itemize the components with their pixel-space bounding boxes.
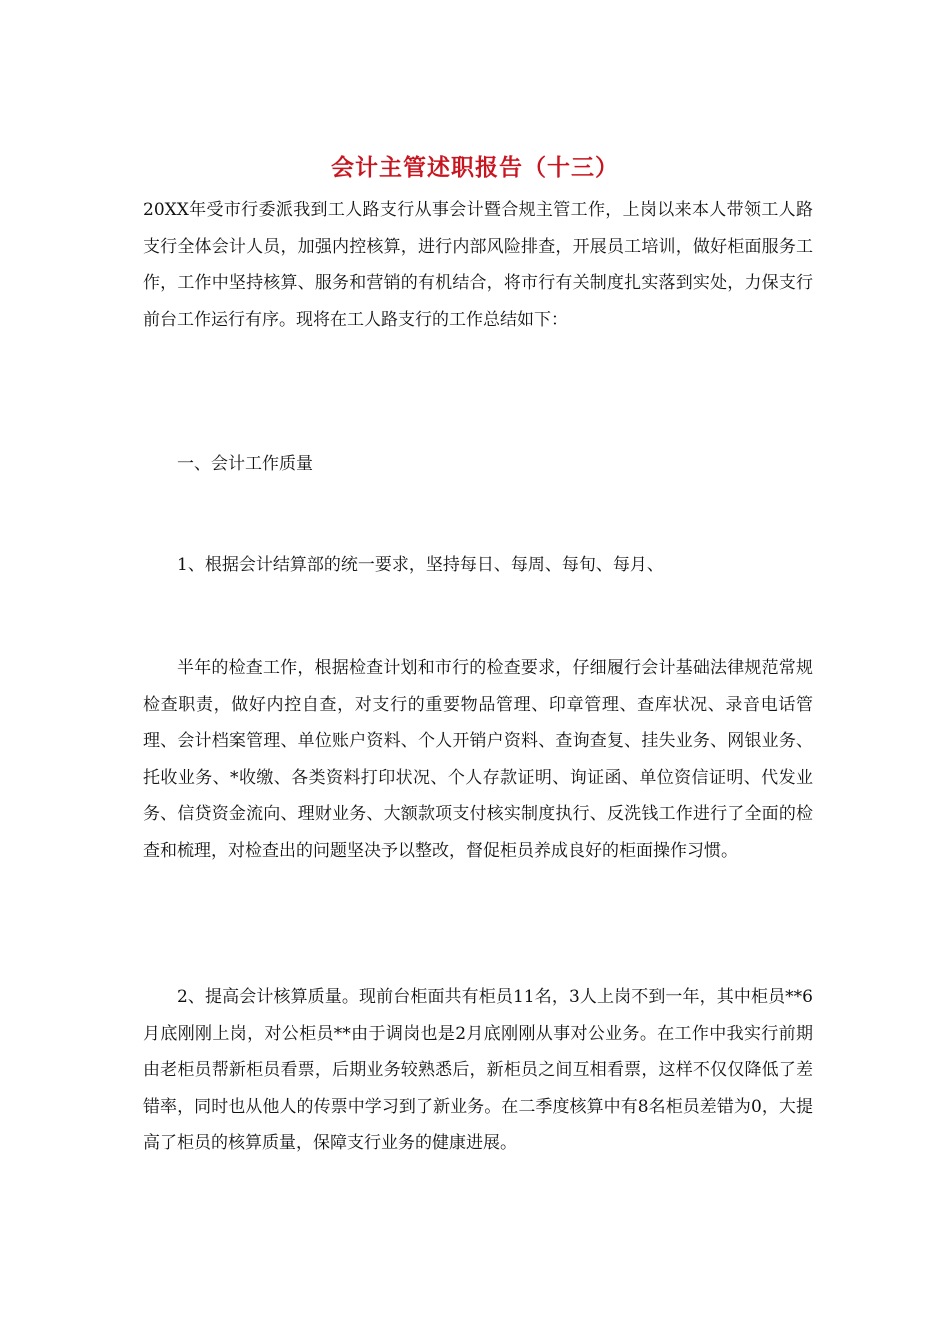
item-1-body-paragraph: 半年的检查工作，根据检查计划和市行的检查要求，仔细履行会计基础法律规范常规检查职责，做好内控自查，对支行的重要物品管理、印章管理、查库状况、录音电话管理、会计档案管理、单位账户资料、个人开销户资料、查询查复、挂失业务、网银业务、托收业务、*收缴、各类资料打印状况、个人存款证明、询证函、单位资信证明、代发业务、信贷资金流向、理财业务、大额款项支付核实制度执行、反洗钱工作进行了全面的检查和梳理，对检查出的问题坚决予以整改，督促柜员养成良好的柜面操作习惯。 xyxy=(143,658,813,861)
section-heading-accounting-quality: 一、会计工作质量 xyxy=(177,454,313,474)
item-2-paragraph: 2、提高会计核算质量。现前台柜面共有柜员11名，3人上岗不到一年，其中柜员**6月底刚刚上岗，对公柜员**由于调岗也是2月底刚刚从事对公业务。在工作中我实行前期由老柜员帮新柜员看票，后期业务较熟悉后，新柜员之间互相看票，这样不仅仅降低了差错率，同时也从他人的传票中学习到了新业务。在二季度核算中有8名柜员差错为0，大提高了柜员的核算质量，保障支行业务的健康进展。 xyxy=(143,987,813,1153)
item-1-lead-line: 1、根据会计结算部的统一要求，坚持每日、每周、每旬、每月、 xyxy=(177,555,664,575)
intro-paragraph: 20XX年受市行委派我到工人路支行从事会计暨合规主管工作，上岗以来本人带领工人路支行全体会计人员，加强内控核算，进行内部风险排查，开展员工培训，做好柜面服务工作，工作中坚持核算、服务和营销的有机结合，将市行有关制度扎实落到实处，力保支行前台工作运行有序。现将在工人路支行的工作总结如下： xyxy=(143,200,813,330)
document-title: 会计主管述职报告（十三） xyxy=(331,154,619,181)
